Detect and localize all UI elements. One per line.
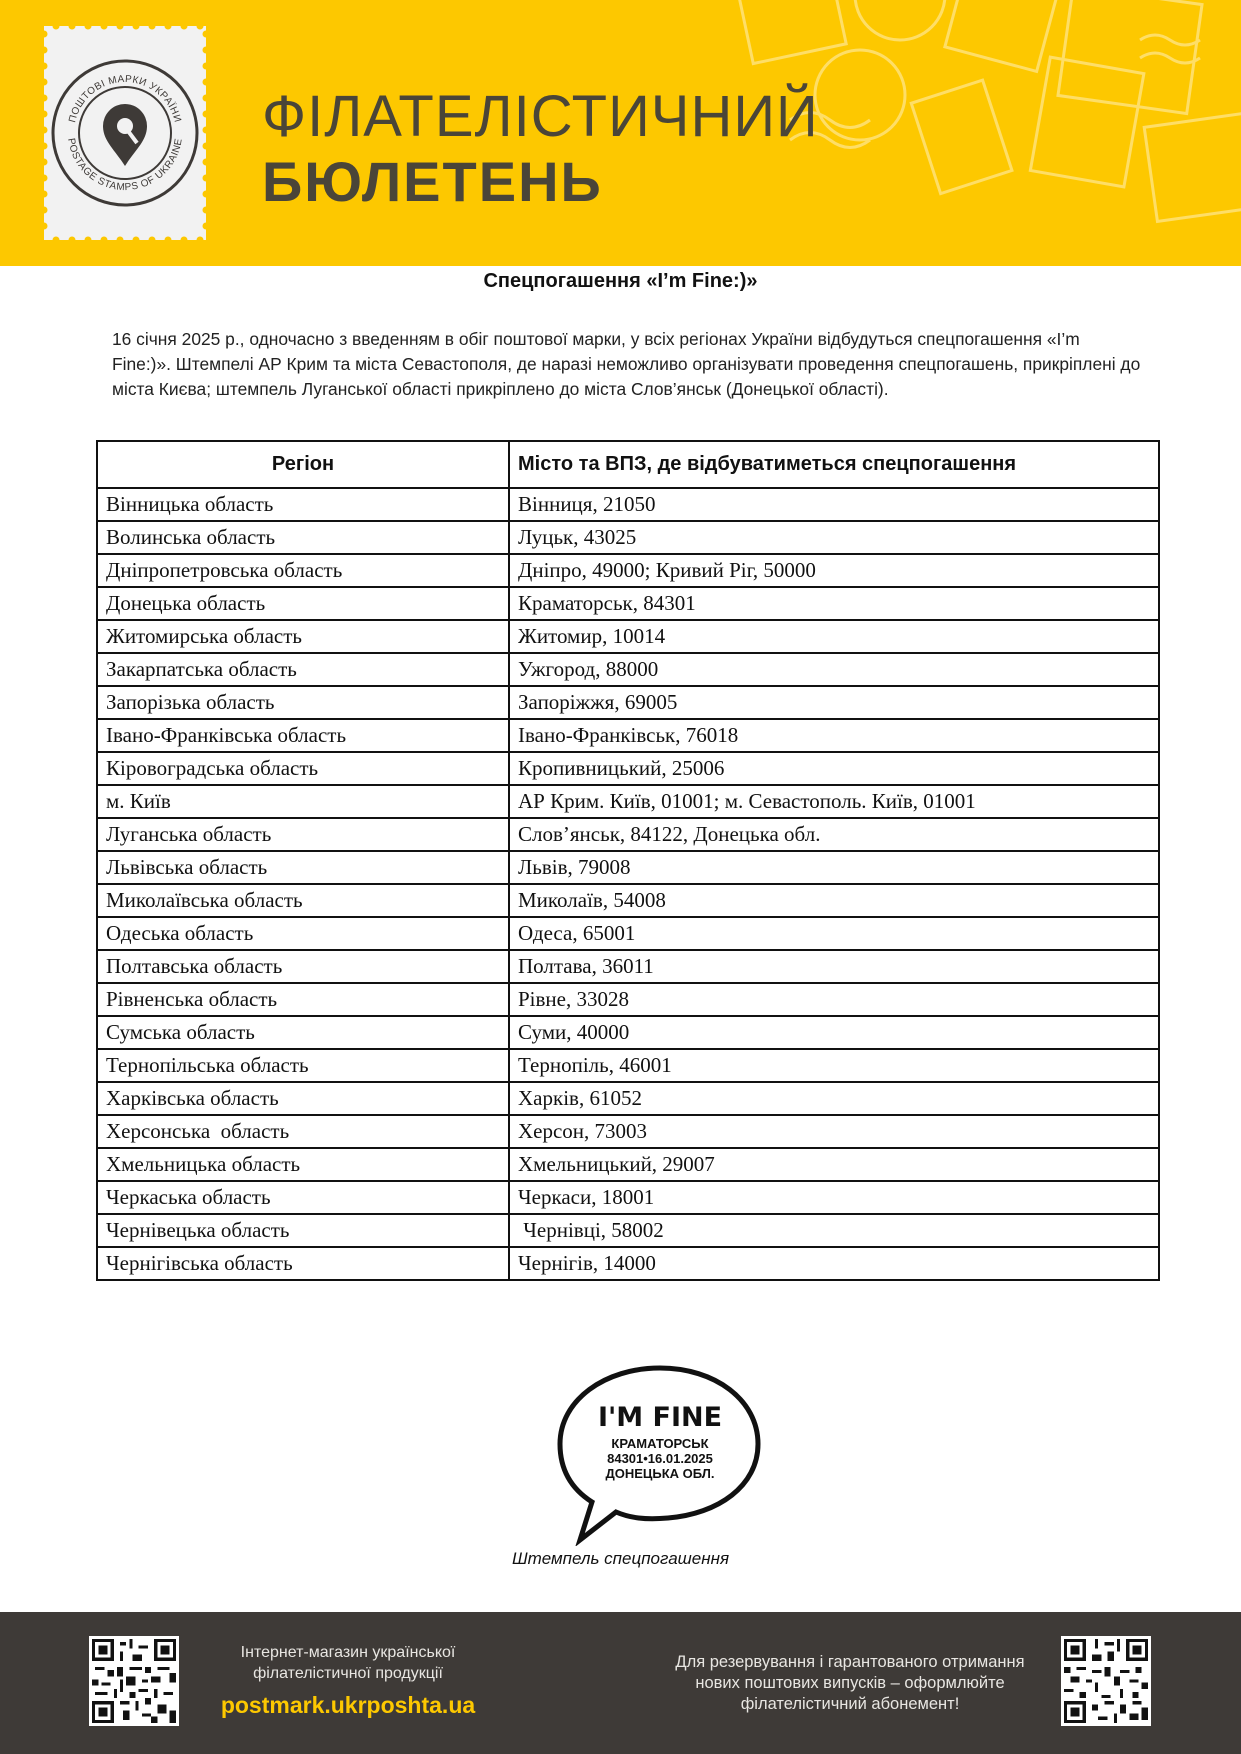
region-cell: Луганська область	[97, 818, 509, 851]
document-title: Спецпогашення «I’m Fine:)»	[483, 270, 758, 292]
shop-description: Інтернет-магазин української філателістичної продукції	[240, 1644, 456, 1682]
regions-table	[96, 440, 1160, 1281]
postmark-logo-text: I'M FINE	[597, 1402, 723, 1433]
region-cell: Рівненська область	[97, 983, 509, 1016]
table-row	[97, 521, 1159, 554]
region-cell: Чернівецька область	[97, 1214, 509, 1247]
table-row	[97, 818, 1159, 851]
bulletin-title-line1: ФІЛАТЕЛІСТИЧНИЙ	[262, 84, 819, 149]
postage-stamps-of-ukraine-logo	[44, 26, 206, 240]
table-row	[97, 719, 1159, 752]
city-postcode-cell: Краматорськ, 84301	[509, 587, 1159, 620]
table-row	[97, 851, 1159, 884]
postmark-caption: Штемпель спецпогашення	[511, 1549, 730, 1568]
table-row	[97, 1115, 1159, 1148]
footer	[0, 1612, 1241, 1754]
city-postcode-cell: Івано-Франківськ, 76018	[509, 719, 1159, 752]
region-cell: Чернігівська область	[97, 1247, 509, 1280]
table-row	[97, 488, 1159, 521]
region-cell: Івано-Франківська область	[97, 719, 509, 752]
city-postcode-cell: Дніпро, 49000; Кривий Ріг, 50000	[509, 554, 1159, 587]
table-body	[97, 488, 1159, 1280]
city-postcode-cell: Запоріжжя, 69005	[509, 686, 1159, 719]
postmark-line-region: ДОНЕЦЬКА ОБЛ.	[605, 1466, 715, 1481]
svg-text:ПОШТОВІ МАРКИ УКРАЇНИ: ПОШТОВІ МАРКИ УКРАЇНИ	[67, 73, 183, 124]
qr-code-shop-icon[interactable]	[89, 1636, 179, 1726]
table-row	[97, 1148, 1159, 1181]
region-cell: Харківська область	[97, 1082, 509, 1115]
city-postcode-cell: Миколаїв, 54008	[509, 884, 1159, 917]
city-postcode-cell: Черкаси, 18001	[509, 1181, 1159, 1214]
table-row	[97, 620, 1159, 653]
qr-code-subscription-icon[interactable]	[1061, 1636, 1151, 1726]
table-header-row	[97, 441, 1159, 488]
table-row	[97, 1247, 1159, 1280]
table-row	[97, 785, 1159, 818]
region-cell: Дніпропетровська область	[97, 554, 509, 587]
table-row	[97, 686, 1159, 719]
city-postcode-cell: Слов’янськ, 84122, Донецька обл.	[509, 818, 1159, 851]
table-row	[97, 1049, 1159, 1082]
svg-text:POSTAGE STAMPS OF UKRAINE: POSTAGE STAMPS OF UKRAINE	[65, 137, 185, 194]
table-row	[97, 1082, 1159, 1115]
region-cell: Волинська область	[97, 521, 509, 554]
city-postcode-cell: Кропивницький, 25006	[509, 752, 1159, 785]
region-cell: Хмельницька область	[97, 1148, 509, 1181]
table-row	[97, 884, 1159, 917]
region-cell: Одеська область	[97, 917, 509, 950]
table-row	[97, 917, 1159, 950]
table-row	[97, 983, 1159, 1016]
region-cell: Полтавська область	[97, 950, 509, 983]
city-postcode-cell: Львів, 79008	[509, 851, 1159, 884]
table-row	[97, 752, 1159, 785]
postmark-line-city: КРАМАТОРСЬК	[611, 1436, 709, 1451]
column-header-city: Місто та ВПЗ, де відбуватиметься спецпогашення	[509, 441, 1159, 488]
city-postcode-cell: Ужгород, 88000	[509, 653, 1159, 686]
city-postcode-cell: Вінниця, 21050	[509, 488, 1159, 521]
city-postcode-cell: Харків, 61052	[509, 1082, 1159, 1115]
table-row	[97, 653, 1159, 686]
city-postcode-cell: Херсон, 73003	[509, 1115, 1159, 1148]
city-postcode-cell: Суми, 40000	[509, 1016, 1159, 1049]
region-cell: м. Київ	[97, 785, 509, 818]
city-postcode-cell: Житомир, 10014	[509, 620, 1159, 653]
region-cell: Запорізька область	[97, 686, 509, 719]
region-cell: Тернопільська область	[97, 1049, 509, 1082]
city-postcode-cell: Чернівці, 58002	[509, 1214, 1159, 1247]
header-banner	[0, 0, 1241, 266]
city-postcode-cell: АР Крим. Київ, 01001; м. Севастополь. Київ, 01001	[509, 785, 1159, 818]
city-postcode-cell: Хмельницький, 29007	[509, 1148, 1159, 1181]
table-row	[97, 554, 1159, 587]
region-cell: Херсонська область	[97, 1115, 509, 1148]
intro-paragraph: 16 січня 2025 р., одночасно з введенням в обіг поштової марки, у всіх регіонах України відбудуться спецпогашення «I’m Fine:)». Штемпелі АР Крим та міста Севастополя, де наразі неможливо організувати проведення спецпогашень, прикріплені до міста Києва; штемпель Луганської області прикріплено до міста Слов’янськ (Донецької області).	[112, 329, 1141, 399]
column-header-region: Регіон	[97, 441, 509, 488]
region-cell: Миколаївська область	[97, 884, 509, 917]
special-cancellation-postmark	[550, 1362, 770, 1546]
city-postcode-cell: Тернопіль, 46001	[509, 1049, 1159, 1082]
region-cell: Закарпатська область	[97, 653, 509, 686]
table-row	[97, 950, 1159, 983]
region-cell: Вінницька область	[97, 488, 509, 521]
table-row	[97, 1181, 1159, 1214]
region-cell: Черкаська область	[97, 1181, 509, 1214]
city-postcode-cell: Луцьк, 43025	[509, 521, 1159, 554]
city-postcode-cell: Рівне, 33028	[509, 983, 1159, 1016]
postmark-line-date: 84301•16.01.2025	[607, 1451, 713, 1466]
region-cell: Кіровоградська область	[97, 752, 509, 785]
region-cell: Житомирська область	[97, 620, 509, 653]
table-row	[97, 587, 1159, 620]
region-cell: Донецька область	[97, 587, 509, 620]
city-postcode-cell: Одеса, 65001	[509, 917, 1159, 950]
subscription-text: Для резервування і гарантованого отримання нових поштових випусків – оформлюйте філателістичний абонемент!	[675, 1653, 1025, 1713]
city-postcode-cell: Чернігів, 14000	[509, 1247, 1159, 1280]
region-cell: Львівська область	[97, 851, 509, 884]
table-row	[97, 1214, 1159, 1247]
shop-link[interactable]: postmark.ukrposhta.ua	[220, 1692, 476, 1718]
city-postcode-cell: Полтава, 36011	[509, 950, 1159, 983]
table-row	[97, 1016, 1159, 1049]
bulletin-title-line2: БЮЛЕТЕНЬ	[262, 150, 603, 213]
region-cell: Сумська область	[97, 1016, 509, 1049]
